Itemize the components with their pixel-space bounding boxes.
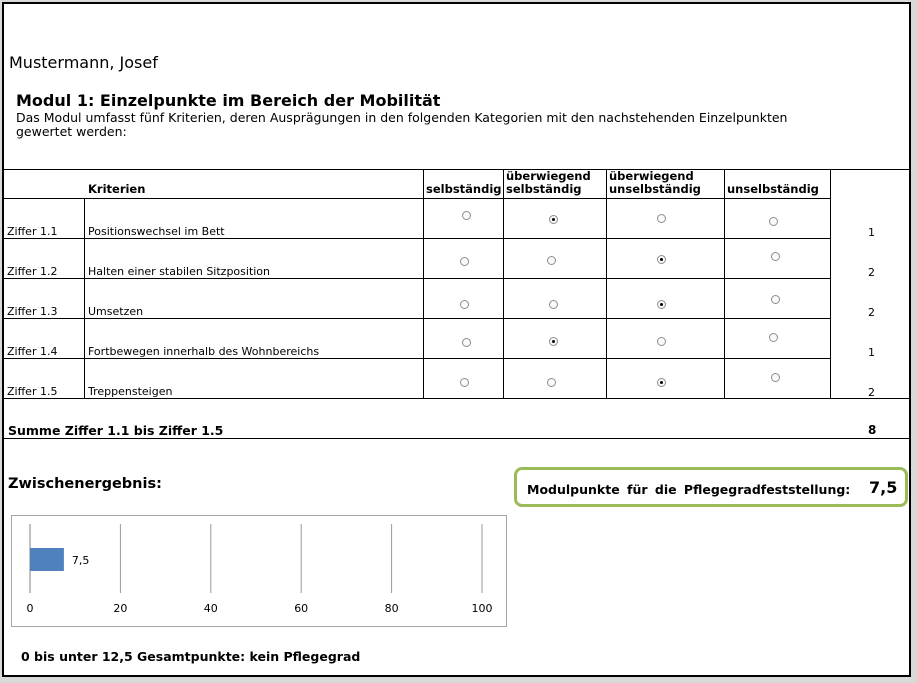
row-radio-option-4[interactable]: [771, 373, 780, 382]
row-radio-option-2[interactable]: [549, 337, 558, 346]
row-radio-option-1[interactable]: [460, 257, 469, 266]
category-header-3: überwiegend unselbständig: [609, 169, 701, 196]
module-intro: Das Modul umfasst fünf Kriterien, deren Ausprägungen in den folgenden Kategorien mit den nachstehenden Einzelpunkten gewertet werden:: [16, 110, 788, 139]
row-points: 1: [868, 346, 875, 359]
row-code: Ziffer 1.2: [7, 265, 58, 278]
row-points: 2: [868, 386, 875, 399]
category-header-1: selbständig: [426, 182, 502, 196]
module-points-label: Modulpunkte für die Pflegegradfeststellung:: [527, 482, 851, 497]
row-code: Ziffer 1.5: [7, 385, 58, 398]
row-radio-option-1[interactable]: [460, 378, 469, 387]
chart-tick-label: 100: [471, 602, 493, 615]
row-criterion-label: Umsetzen: [88, 305, 144, 318]
row-radio-option-3[interactable]: [657, 255, 666, 264]
row-points: 1: [868, 226, 875, 239]
chart-tick-label: 0: [26, 602, 34, 615]
criteria-header: Kriterien: [88, 182, 146, 196]
assessment-sheet: [2, 2, 911, 677]
row-points: 2: [868, 306, 875, 319]
row-radio-option-2[interactable]: [547, 378, 556, 387]
chart-tick-label: 80: [384, 602, 399, 615]
row-criterion-label: Positionswechsel im Bett: [88, 225, 225, 238]
sum-label: Summe Ziffer 1.1 bis Ziffer 1.5: [8, 423, 224, 438]
row-radio-option-3[interactable]: [657, 378, 666, 387]
row-criterion-label: Treppensteigen: [88, 385, 173, 398]
points-bar-chart: [11, 515, 507, 627]
chart-tick-label: 40: [203, 602, 218, 615]
module-title: Modul 1: Einzelpunkte im Bereich der Mobilität: [16, 91, 441, 110]
row-radio-option-3[interactable]: [657, 337, 666, 346]
chart-canvas: [12, 516, 506, 626]
row-code: Ziffer 1.4: [7, 345, 58, 358]
chart-data-label: 7,5: [71, 554, 90, 567]
row-radio-option-3[interactable]: [657, 214, 666, 223]
row-criterion-label: Halten einer stabilen Sitzposition: [88, 265, 271, 278]
row-criterion-label: Fortbewegen innerhalb des Wohnbereichs: [88, 345, 320, 358]
module-points-value: 7,5: [869, 478, 898, 497]
row-radio-option-1[interactable]: [460, 300, 469, 309]
row-code: Ziffer 1.3: [7, 305, 58, 318]
row-radio-option-4[interactable]: [771, 252, 780, 261]
patient-name: Mustermann, Josef: [9, 53, 158, 72]
category-header-2: überwiegend selbständig: [506, 169, 591, 196]
chart-tick-label: 20: [113, 602, 128, 615]
sum-value: 8: [868, 423, 877, 437]
row-radio-option-4[interactable]: [771, 295, 780, 304]
row-radio-option-2[interactable]: [549, 215, 558, 224]
row-points: 2: [868, 266, 875, 279]
row-code: Ziffer 1.1: [7, 225, 58, 238]
row-radio-option-4[interactable]: [769, 333, 778, 342]
chart-bar: [30, 548, 64, 571]
row-radio-option-2[interactable]: [547, 256, 556, 265]
row-radio-option-2[interactable]: [549, 300, 558, 309]
row-radio-option-4[interactable]: [769, 217, 778, 226]
chart-tick-label: 60: [294, 602, 309, 615]
row-radio-option-1[interactable]: [462, 211, 471, 220]
row-radio-option-1[interactable]: [462, 338, 471, 347]
module-points-box: [514, 467, 908, 507]
footer-note: 0 bis unter 12,5 Gesamtpunkte: kein Pflegegrad: [21, 649, 361, 664]
intermediate-result-label: Zwischenergebnis:: [8, 476, 162, 492]
row-radio-option-3[interactable]: [657, 300, 666, 309]
category-header-4: unselbständig: [727, 182, 819, 196]
